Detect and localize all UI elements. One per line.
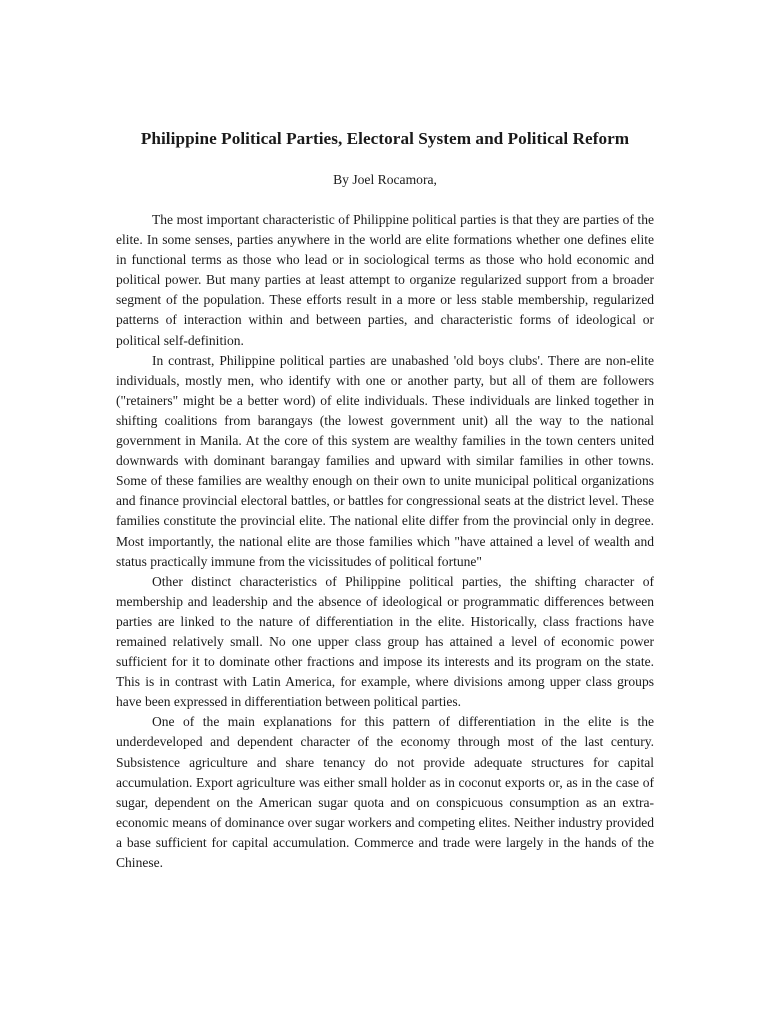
body-paragraph: Other distinct characteristics of Philippine political parties, the shifting character of membership and leadership and the absence of ideological or programmatic differences between parties are linked to the nature of differentiation in the elite. Historically, class fractions have remained relatively small. No one upper class group has attained a level of economic power sufficient for it to dominate other fractions and impose its interests and its program on the state. This is in contrast with Latin America, for example, where divisions among upper class groups have been expressed in differentiation between political parties. — [116, 573, 654, 710]
author-byline: By Joel Rocamora, — [333, 172, 437, 187]
body-paragraph: In contrast, Philippine political parties are unabashed 'old boys clubs'. There are non-elite individuals, mostly men, who identify with one or another party, but all of them are followers ("retainers" might be a better word) of elite individuals. These individuals are linked together in shifting coalitions from barangays (the lowest government unit) all the way to the national government in Manila. At the core of this system are wealthy families in the town centers united downwards with dominant barangay families and upward with similar families in other towns. Some of these families are wealthy enough on their own to unite municipal political organizations and finance provincial electoral battles, or battles for congressional seats at the district level. These families constitute the provincial elite. The national elite differ from the provincial only in degree. Most importantly, the national elite are those families which "have attained a level of wealth and status practically immune from the vicissitudes of political fortune" — [116, 352, 654, 569]
body-paragraph: One of the main explanations for this pattern of differentiation in the elite is the underdeveloped and dependent character of the economy through most of the last century. Subsistence agriculture and share tenancy do not provide adequate structures for capital accumulation. Export agriculture was either small holder as in coconut exports or, as in the case of sugar, dependent on the American sugar quota and on conspicuous consumption as an extra-economic means of dominance over sugar workers and competing elites. Neither industry provided a base sufficient for capital accumulation. Commerce and trade were largely in the hands of the Chinese. — [116, 714, 654, 870]
body-paragraph: The most important characteristic of Philippine political parties is that they are parties of the elite. In some senses, parties anywhere in the world are elite formations whether one defines elite in functional terms as those who lead or in sociological terms as those who hold economic and political power. But many parties at least attempt to organize regularized support from a broader segment of the population. These efforts result in a more or less stable membership, regularized patterns of interaction within and between parties, and characteristic forms of ideological or political self-definition. — [116, 212, 654, 348]
document-title: Philippine Political Parties, Electoral System and Political Reform — [140, 129, 630, 148]
document-body — [116, 210, 654, 873]
